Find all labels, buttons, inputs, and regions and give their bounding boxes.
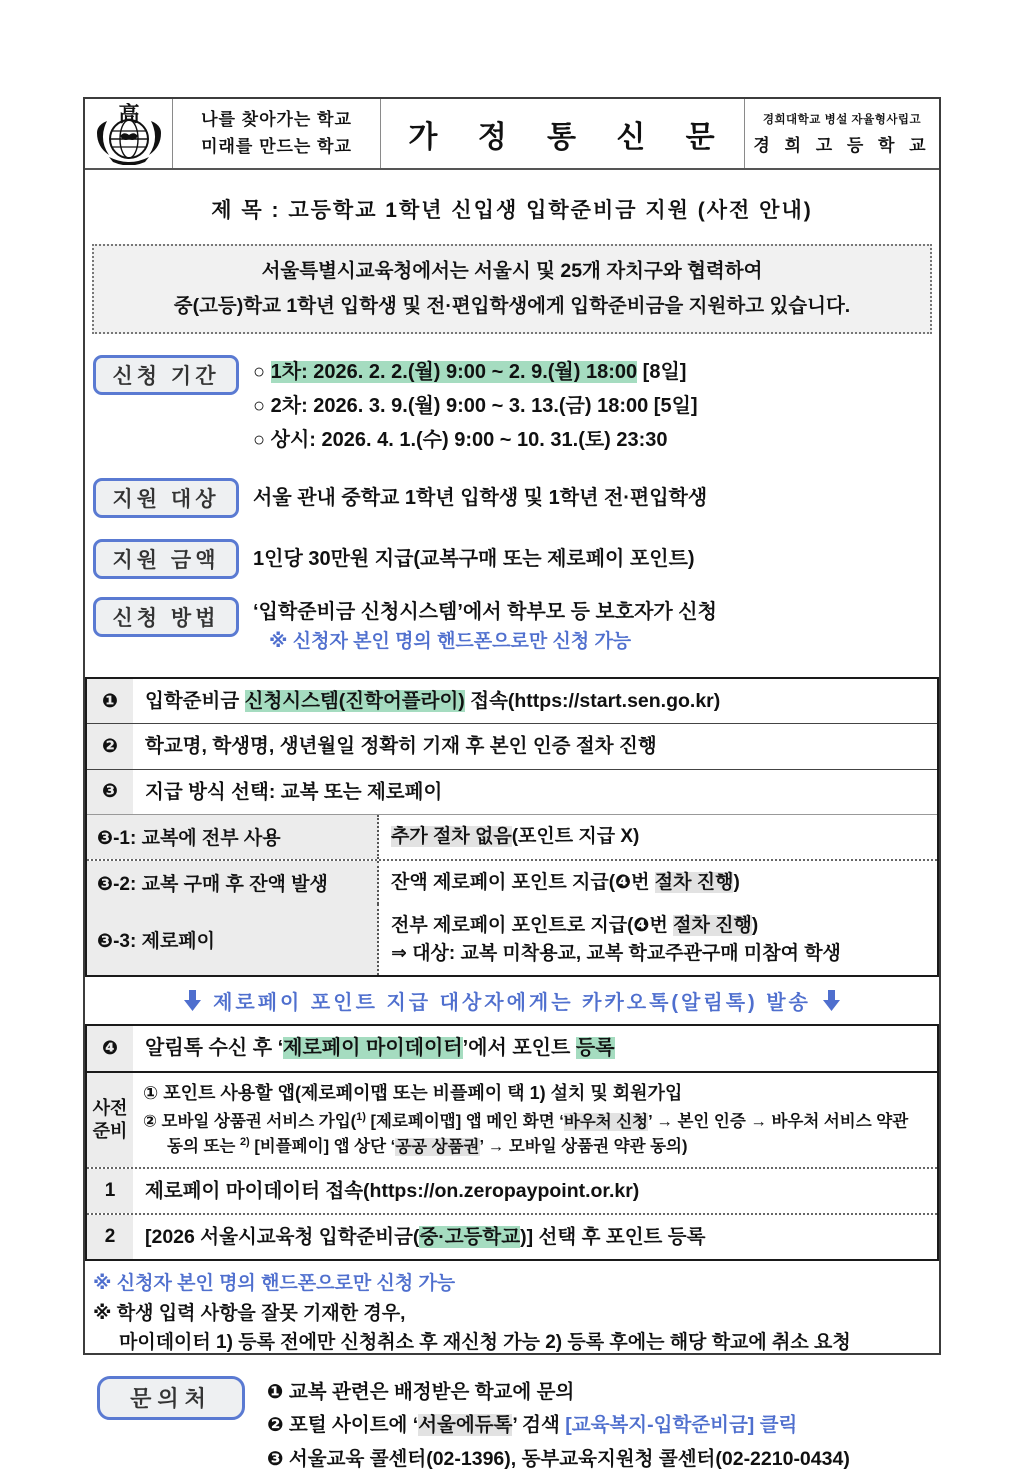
app-name-bplepay: [비플페이] [254, 1137, 330, 1156]
shaded-seg: 절차 진행 [673, 915, 752, 937]
period-item-1-highlight: 1차: 2026. 2. 2.(월) 9:00 ~ 2. 9.(월) 18:00 [270, 361, 638, 384]
document-frame [83, 97, 941, 1470]
prep-row [87, 1073, 937, 1169]
period-item-1-suffix: [8일] [637, 361, 687, 384]
school-identity [745, 99, 939, 168]
contact-item-2 [267, 1409, 850, 1443]
intro-box [92, 244, 932, 334]
table-point-register [85, 1024, 939, 1261]
note-phone: ※ 신청자 본인 명의 핸드폰으로만 신청 가능 [93, 1273, 456, 1295]
text-seg: 전부 제로페이 포인트로 지급(❹번 [391, 915, 674, 937]
text-seg: 잔액 제로페이 포인트 지급(❹번 [391, 871, 655, 893]
text-seg: ’ → 모바일 상품권 약관 동의) [479, 1137, 688, 1156]
text-seg: ) 설치 및 회원가입 [539, 1083, 683, 1104]
section-target [85, 478, 939, 518]
option-result-3-2 [379, 861, 937, 905]
kakao-banner-text: 제로페이 포인트 지급 대상자에게는 카카오톡(알림톡) 발송 [213, 992, 811, 1015]
section-contact [85, 1376, 939, 1476]
point-step-2 [87, 1215, 937, 1259]
section-application-period [85, 355, 939, 457]
contact-list [267, 1376, 850, 1476]
contact-item-3 [267, 1443, 850, 1476]
bold-seg: 제로페이맵 또는 비플페이 택 1 [300, 1083, 540, 1104]
intro-line-1: 서울특별시교육청에서는 서울시 및 25개 자치구와 협력하여 [261, 260, 763, 282]
footer-notes [85, 1269, 939, 1357]
text-seg: )] 선택 후 포인트 등록 [520, 1225, 706, 1248]
intro-line-2: 중(고등)학교 1학년 입학생 및 전·편입학생에게 입학준비금을 지원하고 있습니다. [173, 295, 851, 318]
prep-content [133, 1073, 937, 1167]
label-box-period: 신청 기간 [93, 355, 239, 395]
option-cell-3-2: ❸-2: 교복 구매 후 잔액 발생 [87, 861, 379, 905]
step-row-3-3 [87, 904, 937, 975]
period-list [253, 355, 698, 457]
label-box-method: 신청 방법 [93, 597, 239, 637]
text-seg: ’에서 포인트 [462, 1037, 576, 1060]
period-item-2: ○ 2차: 2026. 3. 9.(월) 9:00 ~ 3. 13.(금) 18:00 [5일] [253, 395, 698, 418]
note-wrong-input: ※ 학생 입력 사항을 잘못 기재한 경우, [93, 1302, 406, 1324]
school-affiliation: 경희대학교 병설 자율형사립고 [762, 114, 922, 126]
method-body [253, 597, 717, 657]
point-step-1-text: 제로페이 마이데이터 접속(https://on.zeropaypoint.or.kr) [145, 1179, 640, 1202]
text-seg: 입학준비금 [145, 690, 245, 713]
label-box-contact: 문의처 [97, 1376, 245, 1420]
step-num-badge: ❹ [87, 1026, 133, 1071]
point-row-4 [87, 1026, 937, 1073]
school-emblem-icon [93, 103, 165, 165]
option-result-3-3 [379, 904, 937, 975]
app-name-zeropay: [제로페이맵] [370, 1112, 462, 1131]
text-seg: 앱 메인 화면 ‘ [461, 1112, 564, 1131]
target-text: 서울 관내 중학교 1학년 입학생 및 1학년 전·편입학생 [253, 487, 708, 510]
logo-glyph: 高 [118, 102, 139, 126]
shaded-seg: 공공 상품권 [395, 1137, 480, 1156]
section-method [85, 597, 939, 657]
kakao-banner [85, 986, 939, 1015]
text-seg: ② 모바일 상품권 서비스 가입( [143, 1112, 357, 1131]
school-motto [173, 99, 381, 168]
prep-line-2 [143, 1109, 927, 1160]
step-num-badge: 2 [87, 1215, 133, 1259]
down-arrow-icon [184, 990, 201, 1011]
school-name: 경 희 고 등 학 교 [753, 136, 931, 155]
contact-item-1 [267, 1376, 850, 1410]
shaded-seg: 절차 진행 [654, 871, 734, 893]
table-apply-steps [85, 677, 939, 977]
register-highlight: 등록 [575, 1037, 615, 1060]
step-row-3-2 [87, 861, 937, 905]
step-row-2 [87, 724, 937, 769]
text-seg: 접속(https://start.sen.go.kr) [464, 690, 721, 713]
school-logo-cell [85, 99, 173, 168]
mydata-highlight: 제로페이 마이데이터 [283, 1037, 463, 1060]
shaded-seg: 바우처 신청 [563, 1112, 649, 1131]
step-row-3-text: 지급 방식 선택: 교복 또는 제로페이 [145, 780, 443, 803]
step-row-1-text [133, 679, 937, 723]
text-seg: ) [733, 871, 740, 893]
text-seg: 교복 관련은 배정받은 학교에 문의 [283, 1380, 575, 1403]
shaded-seg: 추가 절차 없음 [391, 825, 512, 847]
label-box-target: 지원 대상 [93, 478, 239, 518]
text-seg: (포인트 지급 X) [511, 825, 640, 847]
school-level-highlight: 중·고등학교 [419, 1225, 521, 1248]
option-result-3-3-line1 [391, 912, 925, 940]
point-step-2-text [133, 1215, 937, 1259]
motto-line: 나를 찾아가는 학교 [201, 110, 352, 130]
option-cell-3-1: ❸-1: 교복에 전부 사용 [87, 815, 379, 859]
section-amount [85, 539, 939, 579]
prep-label [87, 1073, 133, 1167]
superscript: 2) [239, 1136, 250, 1149]
step-row-2-text: 학교명, 학생명, 생년월일 정확히 기재 후 본인 인증 절차 진행 [145, 735, 657, 758]
text-seg: ’ → 본인 인증 → 바우처 서비스 약관 동의 또는 [167, 1112, 909, 1156]
method-text: ‘입학준비금 신청시스템’에서 학부모 등 보호자가 신청 [253, 601, 717, 624]
text-seg: 앱 상단 ‘ [329, 1137, 396, 1156]
amount-text: 1인당 30만원 지급(교복구매 또는 제로페이 포인트) [253, 548, 695, 571]
step-row-3-1 [87, 815, 937, 861]
prep-line-1 [143, 1080, 927, 1107]
note-mydata: 마이데이터 1) 등록 전에만 신청취소 후 재신청 가능 2) 등록 후에는 해당 학교에 취소 요청 [119, 1332, 851, 1354]
step-num-badge: 1 [87, 1169, 133, 1213]
system-name-highlight: 신청시스템(진학어플라이) [244, 690, 465, 713]
point-step-1 [87, 1169, 937, 1215]
contact-num-badge: ❸ [267, 1447, 284, 1470]
step-num-badge: ❶ [87, 679, 133, 723]
down-arrow-icon [823, 990, 840, 1011]
period-item-1 [253, 355, 698, 389]
step-row-3 [87, 770, 937, 815]
period-item-3: ○ 상시: 2026. 4. 1.(수) 9:00 ~ 10. 31.(토) 23:30 [253, 429, 668, 452]
contact-num-badge: ❷ [267, 1414, 284, 1437]
option-result-3-3-line2: ⇒ 대상: 교복 미착용교, 교복 학교주관구매 미참여 학생 [391, 942, 841, 964]
text-seg: ① 포인트 사용할 앱( [143, 1083, 301, 1104]
text-seg: 포털 사이트에 ‘ [283, 1414, 419, 1437]
step-num-badge: ❷ [87, 724, 133, 768]
label-box-amount: 지원 금액 [93, 539, 239, 579]
header [85, 99, 939, 170]
text-seg: [2026 서울시교육청 입학준비금( [145, 1225, 420, 1248]
option-cell-3-3: ❸-3: 제로페이 [87, 904, 379, 975]
doc-type-title: 가 정 통 신 문 [381, 99, 745, 168]
text-seg: ’ 검색 [512, 1414, 566, 1437]
superscript: 1) [356, 1111, 366, 1124]
step-row-1 [87, 679, 937, 724]
method-note: ※ 신청자 본인 명의 핸드폰으로만 신청 가능 [269, 631, 632, 653]
motto-line: 미래를 만드는 학교 [201, 136, 352, 156]
prep-label-line: 준비 [92, 1120, 128, 1141]
edutok-link-text: [교육복지-입학준비금] 클릭 [565, 1414, 798, 1437]
prep-label-line: 사전 [92, 1097, 128, 1118]
subject-line: 제 목 : 고등학교 1학년 신입생 입학준비금 지원 (사전 안내) [211, 199, 813, 222]
option-result-3-1 [379, 815, 937, 859]
point-row-4-text [133, 1026, 937, 1071]
shaded-seg: 서울에듀톡 [418, 1414, 513, 1437]
text-seg: ) [751, 915, 759, 937]
contact-num-badge: ❶ [267, 1380, 284, 1403]
bullet: ○ [253, 361, 271, 384]
step-num-badge: ❸ [87, 770, 133, 814]
text-seg: 알림톡 수신 후 ‘ [145, 1037, 284, 1060]
text-seg: 서울교육 콜센터(02-1396), 동부교육지원청 콜센터(02-2210-0434) [283, 1447, 850, 1470]
